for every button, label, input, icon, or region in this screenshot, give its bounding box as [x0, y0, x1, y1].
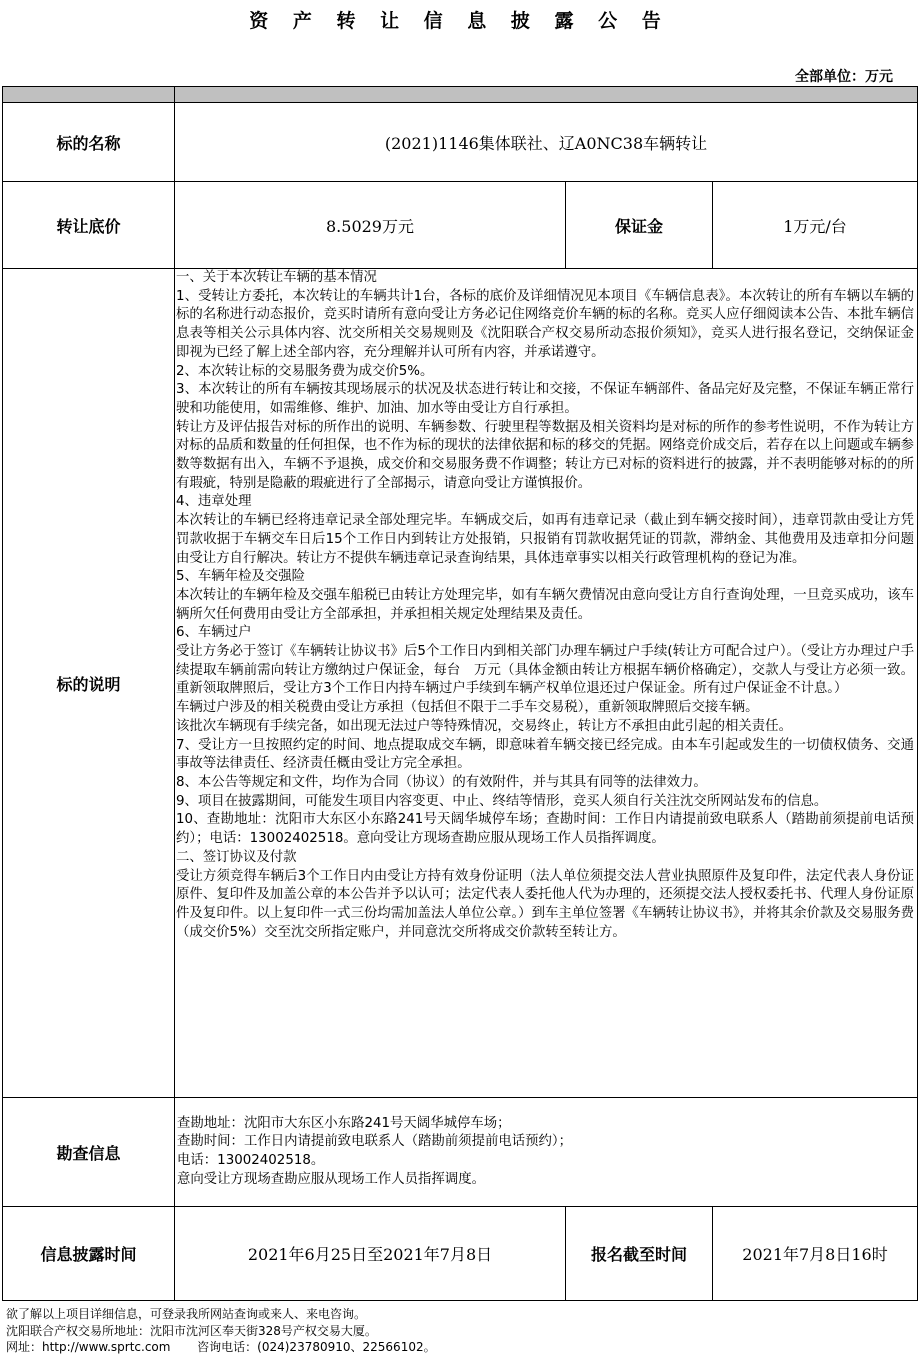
announcement-table: [2, 86, 918, 1301]
desc-paragraph: 4、违章处理: [176, 494, 252, 510]
desc-label: 标的说明: [3, 269, 175, 1098]
deposit-value: 1万元/台: [713, 182, 918, 269]
desc-paragraph: 受让方须竞得车辆后3个工作日内由受让方持有效身份证明（法人单位须提交法人营业执照原件及复印件，法定代表人身份证原件、复印件及加盖公章的本公告并予以认可；法定代表人委托他人代为办理的，还须提交法人授权委托书、代理人身份证原件及复印件。以上复印件一式三份均需加盖法人单位公章。）到车主单位签署《车辆转让协议书》，并将其余价款及交易服务费（成交价5%）交至沈交所指定账户，并同意沈交所将成交价款转至转让方。: [176, 868, 915, 940]
footer-line: 沈阳联合产权交易所地址：沈阳市沈河区奉天街328号产权交易大厦。: [6, 1323, 377, 1338]
row-price: [3, 182, 918, 269]
deadline-label: 报名截至时间: [566, 1207, 713, 1301]
price-label: 转让底价: [3, 182, 175, 269]
row-description: [3, 269, 918, 1098]
name-label: 标的名称: [3, 103, 175, 182]
desc-paragraph: 10、查勘地址：沈阳市大东区小东路241号天阔华城停车场；查勘时间：工作日内请提前致电联系人（踏勘前须提前电话预约）；电话：13002402518。意向受让方现场查勘应服从现场工作人员指挥调度。: [176, 812, 915, 847]
header-band: [3, 87, 918, 103]
row-survey: [3, 1098, 918, 1207]
desc-paragraph: 1、受转让方委托，本次转让的车辆共计1台，各标的底价及详细情况见本项目《车辆信息表》。本次转让的所有车辆以车辆的标的名称进行动态报价，竞买时请所有意向受让方务必记住网络竞价车辆的标的名称。竞买人应仔细阅读本公告、本批车辆信息表等相关公示具体内容、沈交所相关交易规则及《沈阳联合产权交易所动态报价须知》，竞买人进行报名登记，交纳保证金即视为已经了解上述全部内容，充分理解并认可所有内容，并承诺遵守。: [176, 288, 915, 360]
footer-info: [6, 1306, 436, 1356]
row-name: [3, 103, 918, 182]
desc-paragraph: 受让方务必于签订《车辆转让协议书》后5个工作日内到相关部门办理车辆过户手续(转让方可配合过户）。（受让方办理过户手续提取车辆前需向转让方缴纳过户保证金，每台 万元（具体金额由转让方根据车辆价格确定），交款人与受让方必须一致。重新领取牌照后，受让方3个工作日内持车辆过户手续到车辆产权单位退还过户保证金。所有过户保证金不计息。）: [176, 644, 915, 697]
desc-paragraph: 7、受让方一旦按照约定的时间、地点提取成交车辆，即意味着车辆交接已经完成。由本车引起或发生的一切债权债务、交通事故等法律责任、经济责任概由受让方完全承担。: [176, 737, 915, 772]
desc-paragraph: 5、车辆年检及交强险: [176, 569, 306, 585]
desc-paragraph: 8、本公告等规定和文件，均作为合同（协议）的有效附件，并与其具有同等的法律效力。: [176, 774, 707, 790]
desc-paragraph: 9、项目在披露期间，可能发生项目内容变更、中止、终结等情形，竞买人须自行关注沈交所网站发布的信息。: [176, 793, 828, 809]
survey-content: [175, 1098, 918, 1207]
desc-paragraph: 二、签订协议及付款: [176, 849, 297, 865]
desc-paragraph: 本次转让的车辆已经将违章记录全部处理完毕。车辆成交后，如再有违章记录（截止到车辆交接时间），违章罚款由受让方凭罚款收据于车辆交车日后15个工作日内到转让方处报销，只报销有罚款收据凭证的罚款，滞纳金、其他费用及违章扣分问题由受让方自行解决。转让方不提供车辆违章记录查询结果，具体违章事实以相关行政管理机构的登记为准。: [176, 513, 915, 566]
desc-paragraph: 3、本次转让的所有车辆按其现场展示的状况及状态进行转让和交接，不保证车辆部件、备品完好及完整，不保证车辆正常行驶和功能使用，如需维修、维护、加油、加水等由受让方自行承担。: [176, 382, 915, 416]
desc-content: [175, 269, 918, 1098]
header-band-right: [175, 87, 918, 103]
survey-line: 查勘地址：沈阳市大东区小东路241号天阔华城停车场；: [177, 1115, 511, 1131]
desc-paragraph: 车辆过户涉及的相关税费由受让方承担（包括但不限于二手车交易税），重新领取牌照后交接车辆。: [176, 700, 759, 716]
time-value: 2021年6月25日至2021年7月8日: [175, 1207, 566, 1301]
survey-line: 电话：13002402518。: [177, 1153, 325, 1168]
desc-paragraph: 本次转让的车辆年检及交强车船税已由转让方处理完毕，如有车辆欠费情况由意向受让方自行查询处理，一旦竞买成功，该车辆所欠任何费用由受让方全部承担，并承担相关规定处理结果及责任。: [176, 587, 915, 622]
page-title: 资 产 转 让 信 息 披 露 公 告: [249, 10, 670, 32]
footer-line: 网址：http://www.sprtc.com 咨询电话：(024)23780910、22566102。: [6, 1340, 436, 1354]
header-band-left: [3, 87, 175, 103]
desc-paragraph: 一、关于本次转让车辆的基本情况: [176, 270, 377, 285]
desc-paragraph: 该批次车辆现有手续完备，如出现无法过户等特殊情况，交易终止，转让方不承担由此引起的相关责任。: [176, 718, 792, 734]
deposit-label: 保证金: [566, 182, 713, 269]
desc-paragraph: 转让方及评估报告对标的所作出的说明、车辆参数、行驶里程等数据及相关资料均是对标的所作的参考性说明，不作为转让方对标的品质和数量的任何担保，也不作为标的现状的法律依据和标的移交的凭据。网络竞价成交后，若存在以上问题或车辆参数等数据有出入，车辆不予退换，成交价和交易服务费不作调整；转让方已对标的资料进行的披露，并不表明能够对标的的所有瑕疵，特别是隐蔽的瑕疵进行了全部揭示，请意向受让方谨慎报价。: [176, 419, 915, 491]
deadline-value: 2021年7月8日16时: [713, 1207, 918, 1301]
footer-line: 欲了解以上项目详细信息，可登录我所网站查询或来人、来电咨询。: [6, 1307, 367, 1321]
unit-note: 全部单位：万元: [795, 69, 893, 85]
survey-line: 查勘时间：工作日内请提前致电联系人（踏勘前须提前电话预约）；: [177, 1134, 573, 1150]
row-time: [3, 1207, 918, 1301]
desc-paragraph: 6、车辆过户: [176, 625, 252, 641]
time-label: 信息披露时间: [3, 1207, 175, 1301]
price-value: 8.5029万元: [175, 182, 566, 269]
survey-label: 勘查信息: [3, 1098, 175, 1207]
survey-line: 意向受让方现场查勘应服从现场工作人员指挥调度。: [177, 1171, 485, 1187]
name-value: (2021)1146集体联社、辽A0NC38车辆转让: [175, 103, 918, 182]
desc-paragraph: 2、本次转让标的交易服务费为成交价5%。: [176, 363, 434, 379]
